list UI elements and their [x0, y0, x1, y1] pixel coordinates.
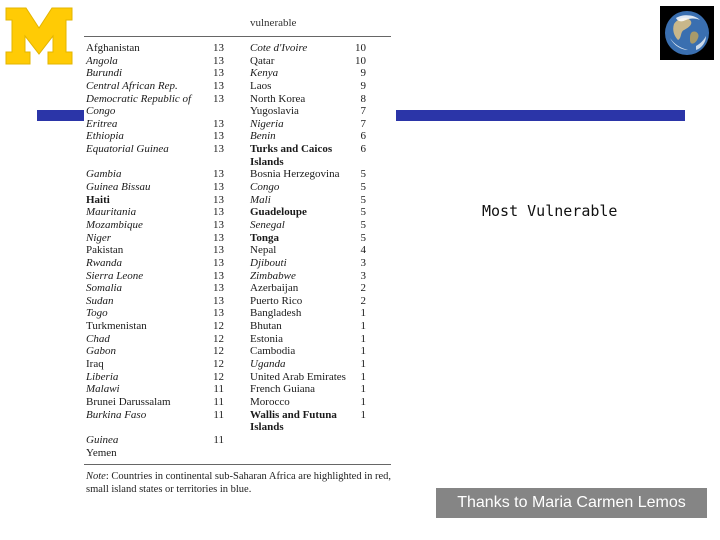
vulnerability-score: 1 [360, 395, 366, 408]
country-name: Niger [86, 231, 112, 244]
country-name: Yemen [86, 446, 117, 459]
vulnerability-score [346, 156, 366, 169]
vulnerability-score: 13 [213, 168, 224, 181]
vulnerability-score: 12 [213, 370, 224, 383]
vulnerability-score: 1 [360, 358, 366, 371]
vulnerability-score: 13 [213, 269, 224, 282]
country-name: Guinea Bissau [86, 181, 151, 194]
vulnerability-table [84, 14, 392, 500]
vulnerability-score: 1 [360, 383, 366, 396]
country-name: Qatar [250, 54, 275, 67]
country-name: Central African Rep. [86, 79, 178, 92]
country-name: Turkmenistan [86, 320, 147, 333]
country-name: Laos [250, 79, 272, 92]
country-name: Liberia [86, 370, 119, 383]
vulnerability-score: 8 [360, 92, 366, 105]
vulnerability-score: 13 [213, 54, 224, 67]
vulnerability-score: 5 [360, 181, 366, 194]
vulnerability-score: 10 [355, 54, 366, 67]
country-name: Togo [86, 307, 108, 320]
country-name: United Arab Emirates [250, 370, 346, 383]
country-name: Yugoslavia [250, 105, 299, 118]
table-bottom-rule [84, 464, 391, 465]
country-name: Islands [250, 155, 284, 168]
vulnerability-score: 1 [360, 307, 366, 320]
note-text: : Countries in continental sub-Saharan Africa are highlighted in red, small island states or territories in blue. [86, 471, 392, 495]
country-name: Kenya [250, 67, 279, 80]
vulnerability-score: 13 [213, 282, 224, 295]
country-name: Malawi [86, 383, 120, 396]
country-name: Morocco [250, 395, 290, 408]
vulnerability-score [202, 156, 224, 169]
vulnerability-score: 1 [360, 332, 366, 345]
vulnerability-score [202, 105, 224, 118]
country-name: Sudan [86, 294, 114, 307]
vulnerability-score [346, 421, 366, 434]
country-name: Congo [250, 181, 280, 194]
country-name: Bangladesh [250, 307, 302, 320]
vulnerability-score: 5 [360, 193, 366, 206]
country-name: Mali [250, 193, 271, 206]
country-name: Senegal [250, 218, 285, 231]
country-name: Azerbaijan [250, 282, 299, 295]
country-name: Djibouti [250, 256, 287, 269]
country-name: Guadeloupe [250, 206, 307, 219]
vulnerability-score: 12 [213, 358, 224, 371]
note-label: Note [86, 471, 106, 482]
vulnerability-score: 13 [213, 231, 224, 244]
vulnerability-score: 7 [360, 105, 366, 118]
vulnerability-score: 5 [360, 168, 366, 181]
vulnerability-score: 13 [213, 67, 224, 80]
earth-globe-image [660, 6, 714, 60]
vulnerability-score: 12 [213, 320, 224, 333]
country-name: Rwanda [86, 256, 123, 269]
vulnerability-score: 5 [360, 218, 366, 231]
country-name: Estonia [250, 332, 283, 345]
vulnerability-score: 9 [360, 67, 366, 80]
table-caption-fragment: vulnerable [250, 17, 297, 29]
table-top-rule [84, 36, 391, 37]
country-name [86, 421, 204, 434]
country-name: Sierra Leone [86, 269, 144, 282]
vulnerability-score: 13 [213, 143, 224, 156]
vulnerability-score: 12 [213, 332, 224, 345]
vulnerability-score: 13 [213, 244, 224, 257]
vulnerability-score: 6 [360, 143, 366, 156]
vulnerability-score: 13 [213, 42, 224, 54]
credit-box [436, 488, 707, 518]
country-name: Cambodia [250, 345, 296, 358]
vulnerability-score: 5 [360, 206, 366, 219]
country-name: Puerto Rico [250, 294, 303, 307]
title-band-left [37, 110, 85, 121]
country-name: Turks and Caicos [250, 143, 333, 156]
vulnerability-score: 3 [360, 256, 366, 269]
country-name: Benin [250, 130, 276, 143]
country-name: Democratic Republic of [86, 92, 192, 105]
left-value-column [202, 42, 224, 459]
university-m-logo [4, 6, 74, 66]
country-name: Nepal [250, 244, 277, 257]
country-name: Brunei Darussalam [86, 395, 171, 408]
vulnerability-score: 13 [213, 181, 224, 194]
country-name: Pakistan [86, 244, 124, 257]
vulnerability-score: 6 [360, 130, 366, 143]
vulnerability-score [202, 421, 224, 434]
vulnerability-score: 1 [360, 320, 366, 333]
vulnerability-score: 2 [360, 282, 366, 295]
vulnerability-score: 5 [360, 231, 366, 244]
country-name: Tonga [250, 231, 279, 244]
vulnerability-score: 13 [213, 307, 224, 320]
country-name: Burundi [86, 67, 123, 80]
country-name: Islands [250, 421, 284, 434]
country-name: Zimbabwe [250, 269, 296, 282]
vulnerability-score: 13 [213, 117, 224, 130]
right-value-column [346, 42, 366, 434]
country-name: Uganda [250, 358, 286, 371]
country-name: Haiti [86, 193, 110, 206]
vulnerability-score: 13 [213, 256, 224, 269]
vulnerability-score: 2 [360, 294, 366, 307]
vulnerability-score: 13 [213, 218, 224, 231]
country-name: Ethiopia [86, 130, 124, 143]
vulnerability-score: 13 [213, 193, 224, 206]
country-name: Afghanistan [86, 42, 140, 54]
country-name: French Guiana [250, 383, 316, 396]
country-name: Somalia [86, 282, 123, 295]
country-name [86, 156, 204, 169]
vulnerability-score: 7 [360, 117, 366, 130]
country-name: Gabon [86, 345, 116, 358]
vulnerability-score: 1 [360, 408, 366, 421]
slide-heading: Most Vulnerable [482, 202, 618, 220]
left-country-column [86, 42, 204, 459]
country-name: Mozambique [86, 218, 143, 231]
right-country-column [250, 42, 390, 434]
vulnerability-score: 11 [213, 433, 224, 446]
country-name: Wallis and Futuna [250, 408, 337, 421]
country-name: Equatorial Guinea [86, 143, 169, 156]
country-name: Bosnia Herzegovina [250, 168, 340, 181]
vulnerability-score: 9 [360, 79, 366, 92]
country-name: Eritrea [86, 117, 118, 130]
country-name: Nigeria [250, 117, 284, 130]
vulnerability-score: 3 [360, 269, 366, 282]
vulnerability-score: 12 [213, 345, 224, 358]
vulnerability-score: 13 [213, 206, 224, 219]
title-band-right [396, 110, 685, 121]
vulnerability-score: 13 [213, 79, 224, 92]
table-note [86, 470, 391, 496]
country-name: Bhutan [250, 320, 282, 333]
vulnerability-score: 13 [213, 92, 224, 105]
country-name: Iraq [86, 358, 104, 371]
country-name: Chad [86, 332, 110, 345]
vulnerability-score: 11 [213, 395, 224, 408]
country-name: North Korea [250, 92, 306, 105]
country-name: Burkina Faso [86, 408, 147, 421]
vulnerability-score: 1 [360, 345, 366, 358]
country-name: Gambia [86, 168, 122, 181]
country-name: Congo [86, 105, 116, 118]
country-name: Cote d'Ivoire [250, 42, 308, 54]
country-name: Angola [86, 54, 118, 67]
country-name: Mauritania [86, 206, 137, 219]
credit-text: Thanks to Maria Carmen Lemos [457, 494, 686, 511]
vulnerability-score: 1 [360, 370, 366, 383]
vulnerability-score: 11 [213, 383, 224, 396]
vulnerability-score: 4 [360, 244, 366, 257]
vulnerability-score: 11 [213, 408, 224, 421]
vulnerability-score: 13 [213, 130, 224, 143]
vulnerability-score: 10 [355, 42, 366, 54]
vulnerability-score [202, 447, 224, 460]
country-name: Guinea [86, 433, 119, 446]
vulnerability-score: 13 [213, 294, 224, 307]
